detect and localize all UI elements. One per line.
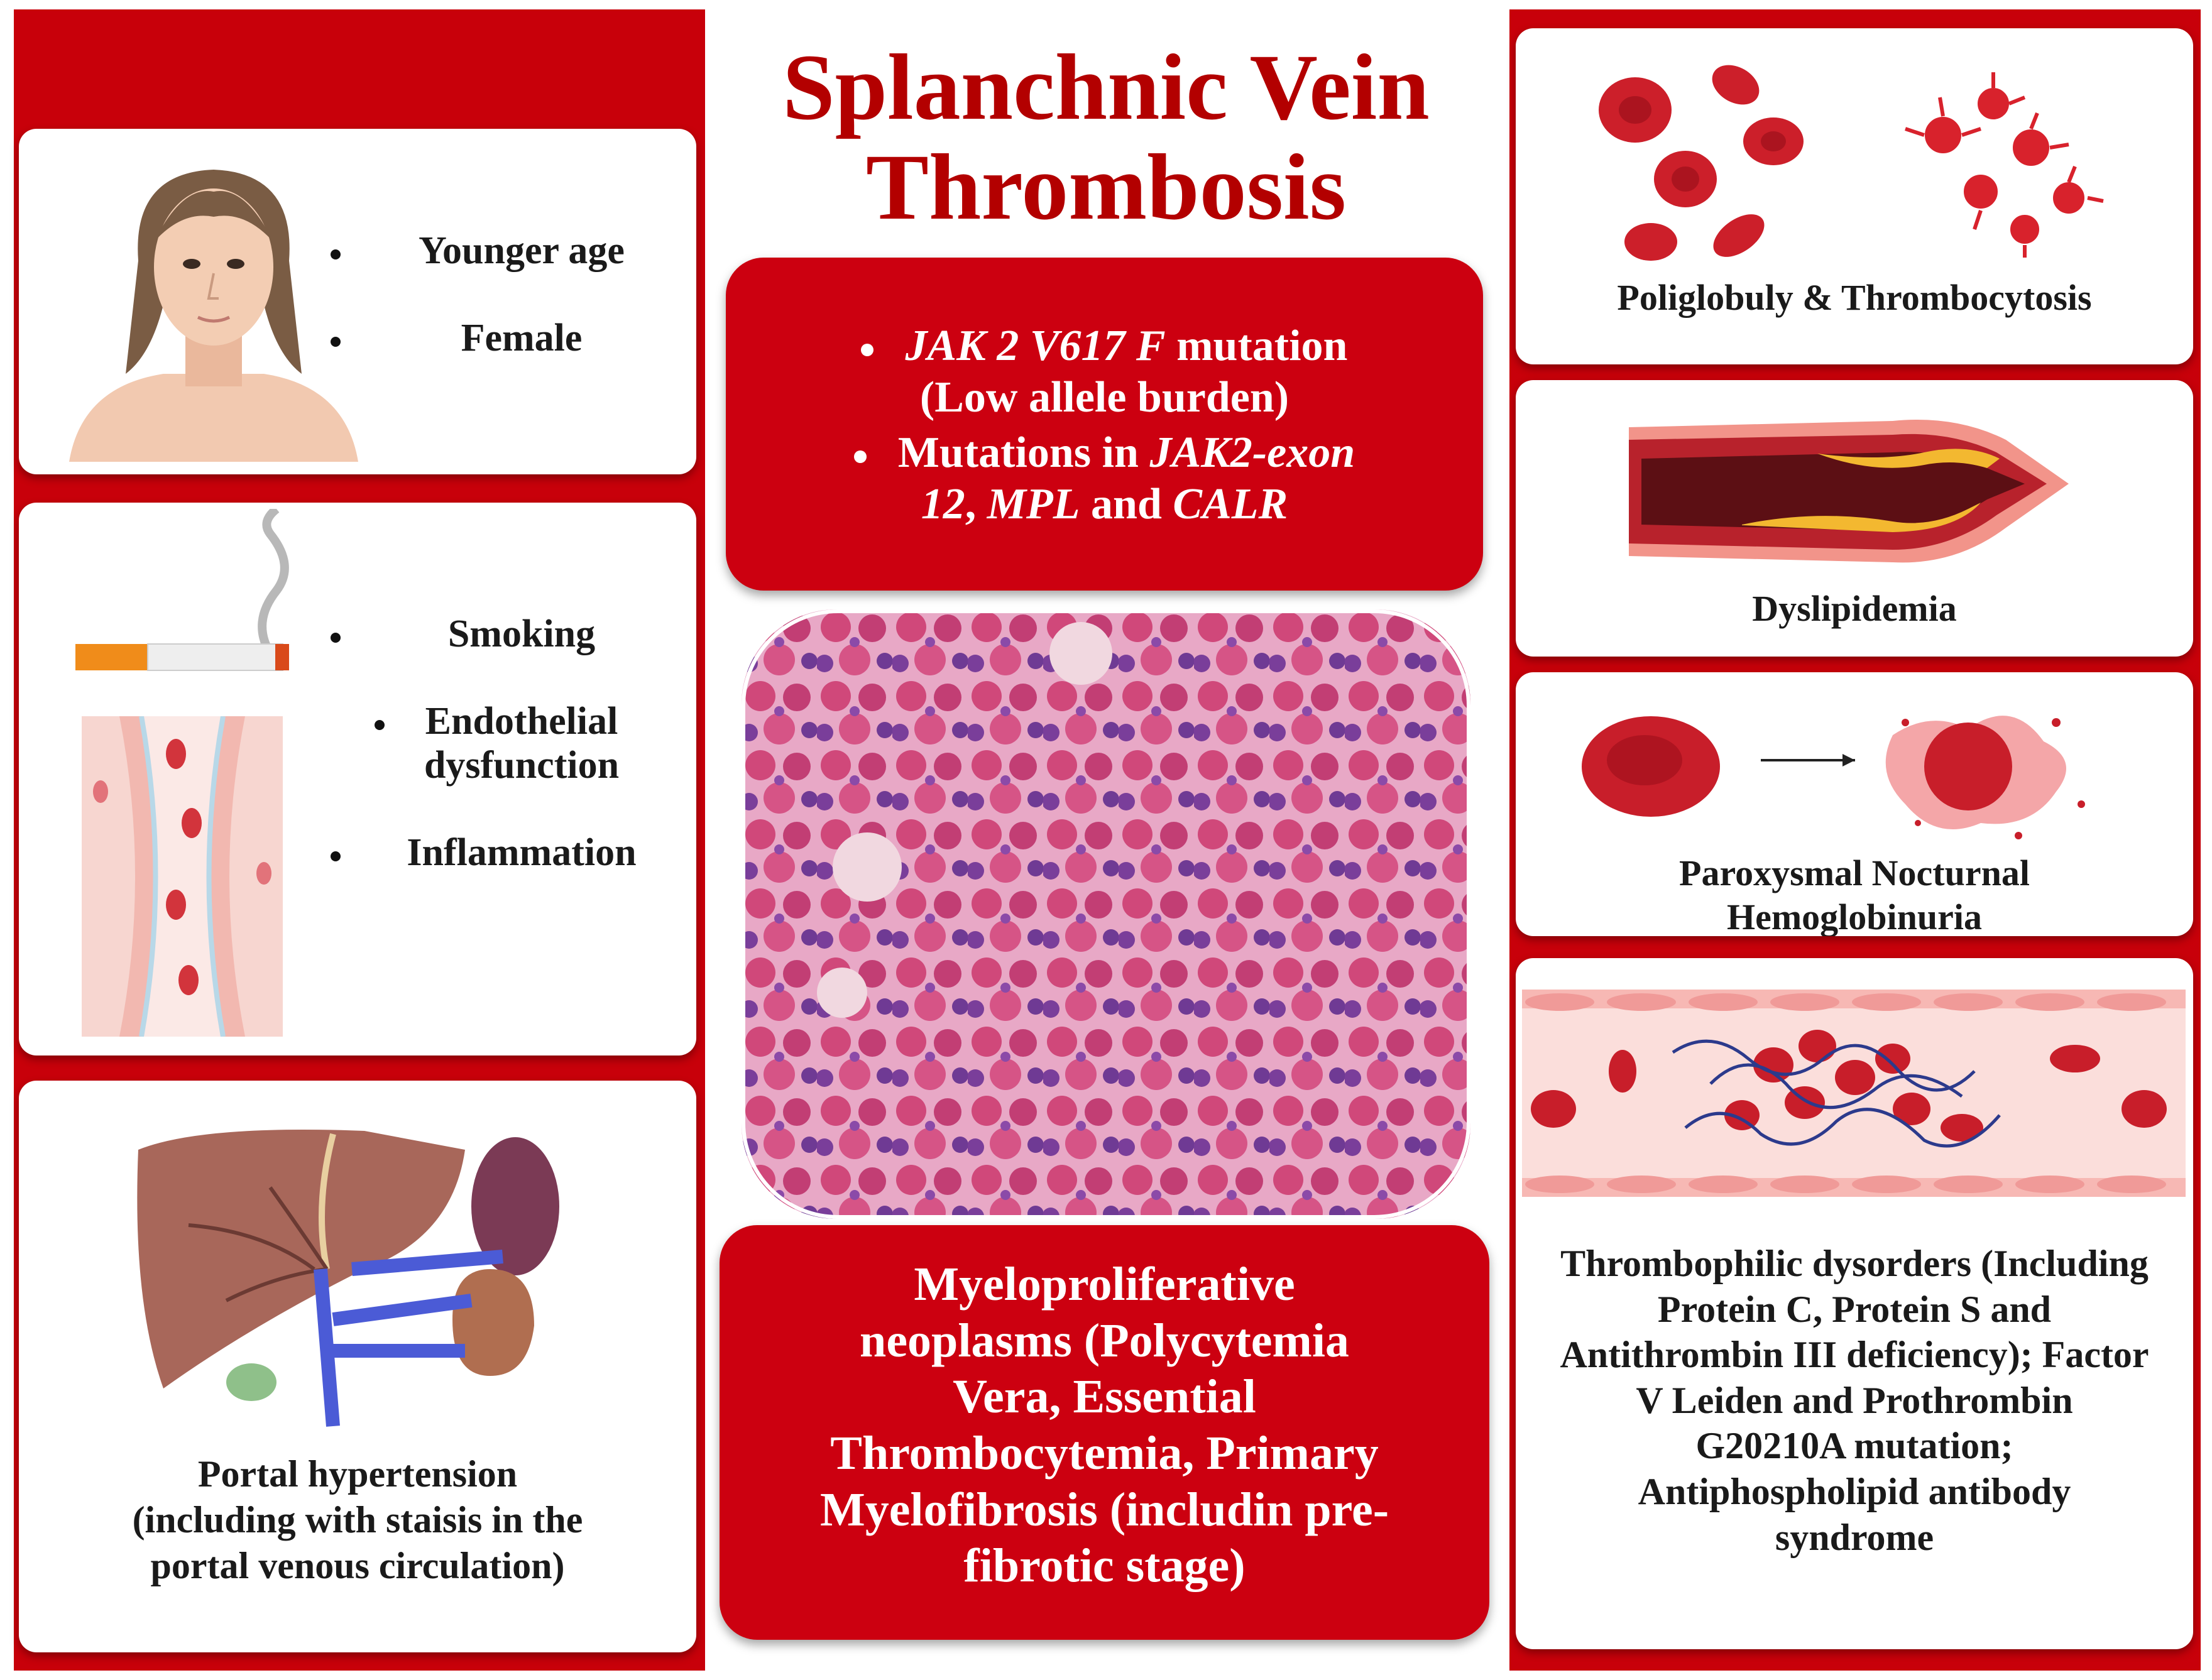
pnh-caption-line-1: Paroxysmal Nocturnal: [1679, 853, 2030, 893]
right-card-thrombophilia: [1516, 958, 2193, 1649]
mutation-bullet-1: [861, 344, 873, 356]
atherosclerotic-artery-illustration: [1629, 415, 2094, 572]
inflamed-vessel-illustration: [82, 716, 283, 1037]
rbc-platelets-illustration: [1591, 53, 2119, 261]
pnh-caption-line-2: Hemoglobinuria: [1726, 896, 1983, 936]
left-card-demographics: [19, 129, 696, 474]
poliglobuly-caption: Poliglobuly & Thrombocytosis: [1617, 277, 2092, 318]
thrombophilia-line-6: Antiphospholipid antibody: [1638, 1470, 2071, 1512]
bullet-inflammation: Inflammation: [371, 831, 672, 875]
mutation-item-2: [726, 427, 1483, 530]
dyslipidemia-caption: Dyslipidemia: [1752, 588, 1957, 629]
mpn-line-6: fibrotic stage): [963, 1539, 1246, 1593]
bullet-endothelial-dysfunction: Endothelial dysfunction: [415, 700, 628, 787]
mpn-line-5: Myelofibrosis (includin pre-: [819, 1483, 1389, 1536]
title-line-1: Splanchnic Vein: [782, 35, 1430, 139]
thrombophilia-line-5: G20210A mutation;: [1695, 1425, 2013, 1467]
jak2-mutation-box: [726, 258, 1483, 591]
demographics-bullets: [371, 229, 672, 361]
mutation-item-1: [726, 320, 1483, 423]
mutation-and: and: [1080, 479, 1173, 528]
left-card-portal: [19, 1081, 696, 1652]
portal-hypertension-caption: [19, 1451, 696, 1590]
bullet-younger-age: Younger age: [371, 229, 672, 273]
bullet-female: Female: [371, 317, 672, 360]
right-card-poliglobuly: [1516, 28, 2193, 364]
thrombophilia-line-1: Thrombophilic dysorders (Including: [1560, 1243, 2149, 1284]
jak2-v617f-text: JAK 2 V617 F: [905, 322, 1166, 370]
thrombophilia-line-4: V Leiden and Prothrombin: [1636, 1379, 2073, 1421]
thrombophilia-line-7: syndrome: [1775, 1516, 1934, 1558]
mutation-item-1-rest: mutation: [1165, 322, 1348, 370]
title-line-2: Thrombosis: [865, 135, 1347, 239]
mutation-bullet-2: [854, 450, 867, 463]
cigarette-illustration: [75, 509, 302, 672]
mpn-text: [720, 1257, 1489, 1595]
hemolysis-illustration: [1579, 685, 2132, 848]
portal-caption-line-3: portal venous circulation): [150, 1545, 565, 1587]
portal-caption-line-1: Portal hypertension: [197, 1453, 518, 1495]
thrombophilia-line-3: Antithrombin III deficiency); Factor: [1560, 1334, 2149, 1376]
mpn-line-3: Vera, Essential: [953, 1370, 1256, 1424]
calr-text: CALR: [1173, 479, 1288, 528]
mutation-item-2-lead: Mutations in: [897, 428, 1150, 477]
portal-caption-line-2: (including with staisis in the: [132, 1499, 583, 1541]
right-card-pnh: [1516, 672, 2193, 936]
right-card-dyslipidemia: [1516, 380, 2193, 657]
liver-portal-illustration: [126, 1112, 591, 1439]
thrombus-vessel-illustration: [1522, 990, 2186, 1197]
left-card-vascular: [19, 503, 696, 1055]
thrombophilia-caption: [1516, 1241, 2193, 1560]
exon-12-text: 12: [921, 479, 965, 528]
mpn-line-2: neoplasms (Polycytemia: [860, 1314, 1349, 1367]
mutation-comma: ,: [965, 479, 987, 528]
bullet-smoking: Smoking: [371, 613, 672, 656]
woman-illustration: [57, 148, 371, 462]
mpl-text: MPL: [987, 479, 1080, 528]
mutation-item-1-line2: (Low allele burden): [919, 373, 1289, 422]
jak2-exon-text: JAK2-exon: [1149, 428, 1355, 477]
thrombophilia-line-2: Protein C, Protein S and: [1657, 1288, 2052, 1330]
vascular-bullets: [371, 613, 672, 875]
pnh-caption: [1516, 851, 2193, 936]
bone-marrow-histology: [742, 609, 1470, 1219]
mpn-line-4: Thrombocytemia, Primary: [830, 1427, 1379, 1480]
mpn-line-1: Myeloproliferative: [914, 1258, 1295, 1311]
page-title: [716, 35, 1496, 239]
myeloproliferative-box: [720, 1225, 1489, 1640]
